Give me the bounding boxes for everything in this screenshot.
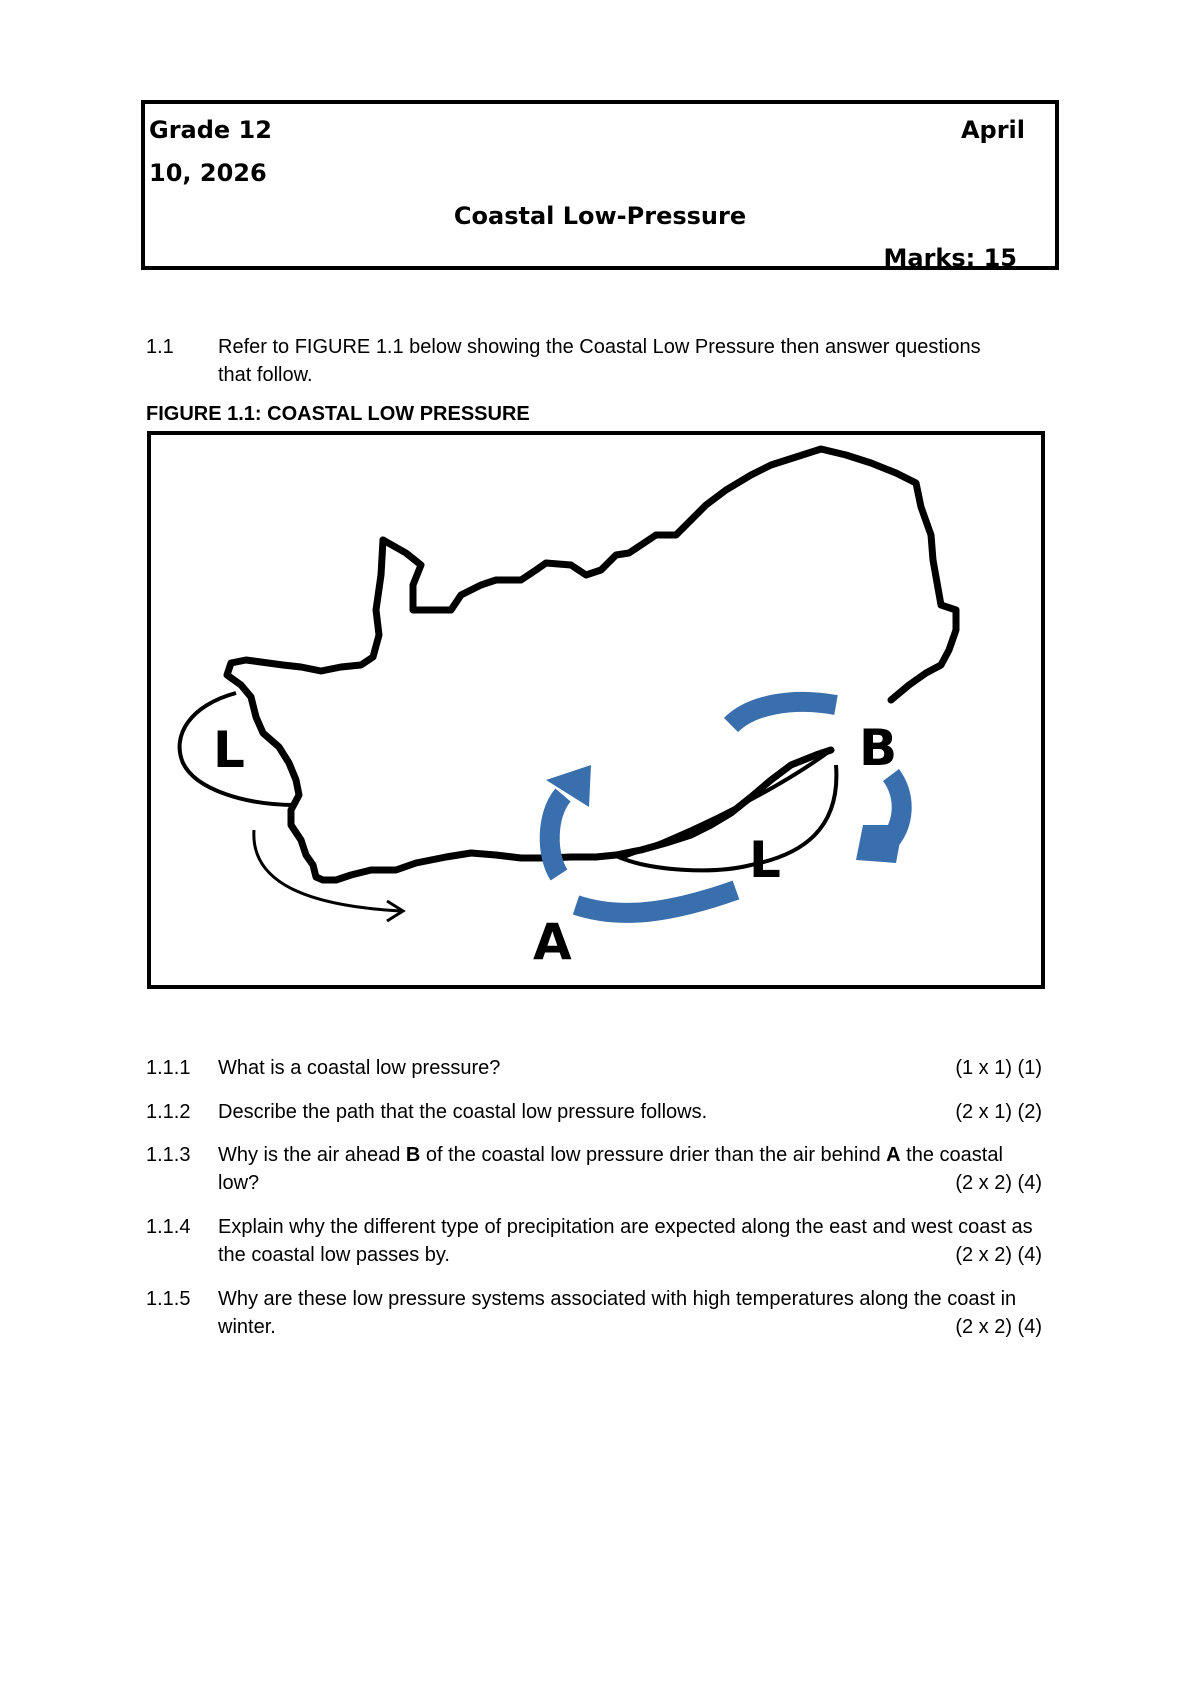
coastal-low-figure — [147, 431, 1045, 989]
point-b-label: B — [859, 719, 898, 777]
date-day-year: 10, 2026 — [149, 159, 267, 187]
point-a-label: A — [533, 913, 572, 971]
question-number: 1.1.4 — [146, 1216, 191, 1238]
question-marks: (2 x 2) (4) — [955, 1316, 1042, 1338]
west-low-label: L — [213, 721, 245, 779]
country-outline — [383, 449, 956, 700]
intro-text: Refer to FIGURE 1.1 below showing the Coastal Low Pressure then answer questions that follow. — [218, 336, 981, 386]
east-low-label: L — [749, 831, 781, 889]
question-number: 1.1.2 — [146, 1101, 191, 1123]
grade-label: Grade 12 — [149, 116, 272, 144]
page-title: Coastal Low-Pressure — [453, 202, 747, 230]
question-number: 1.1.5 — [146, 1288, 191, 1310]
blue-arrowhead-right — [856, 825, 903, 863]
question-text-part: of the coastal low pressure drier than the air behind — [420, 1144, 887, 1166]
question-marks: (2 x 1) (2) — [955, 1101, 1042, 1123]
east-low-loop — [621, 750, 836, 870]
question-marks: (2 x 2) (4) — [955, 1172, 1042, 1194]
date-month: April — [960, 116, 1025, 144]
question-text — [218, 1141, 1028, 1197]
figure-caption: FIGURE 1.1: COASTAL LOW PRESSURE — [146, 403, 530, 425]
question-number: 1.1 — [146, 336, 174, 358]
map-svg — [151, 435, 1041, 985]
question-text: What is a coastal low pressure? — [218, 1057, 501, 1079]
question-1-1-3 — [0, 1141, 1200, 1201]
header-box — [141, 100, 1059, 270]
total-marks: Marks: 15 — [883, 244, 1017, 272]
question-text: Explain why the different type of precipitation are expected along the east and west coast as the coastal low passes by. — [218, 1216, 1033, 1266]
question-marks: (2 x 2) (4) — [955, 1244, 1042, 1266]
question-text-part: Why is the air ahead — [218, 1144, 406, 1166]
bold-b: B — [405, 1144, 421, 1166]
bold-a: A — [886, 1144, 901, 1166]
question-1-1-5 — [0, 1285, 1200, 1345]
question-text: Why are these low pressure systems associated with high temperatures along the coast in winter. — [218, 1288, 1017, 1338]
question-1-1-4 — [0, 1213, 1200, 1273]
question-marks: (1 x 1) (1) — [955, 1057, 1042, 1079]
question-text-part: the coastal low? — [218, 1144, 1003, 1194]
blue-arc-left — [550, 795, 563, 875]
blue-arc-top — [731, 702, 836, 725]
blue-arc-bottom — [576, 890, 736, 913]
question-text: Describe the path that the coastal low pressure follows. — [218, 1101, 708, 1123]
question-number: 1.1.3 — [146, 1144, 191, 1166]
question-number: 1.1.1 — [146, 1057, 191, 1079]
